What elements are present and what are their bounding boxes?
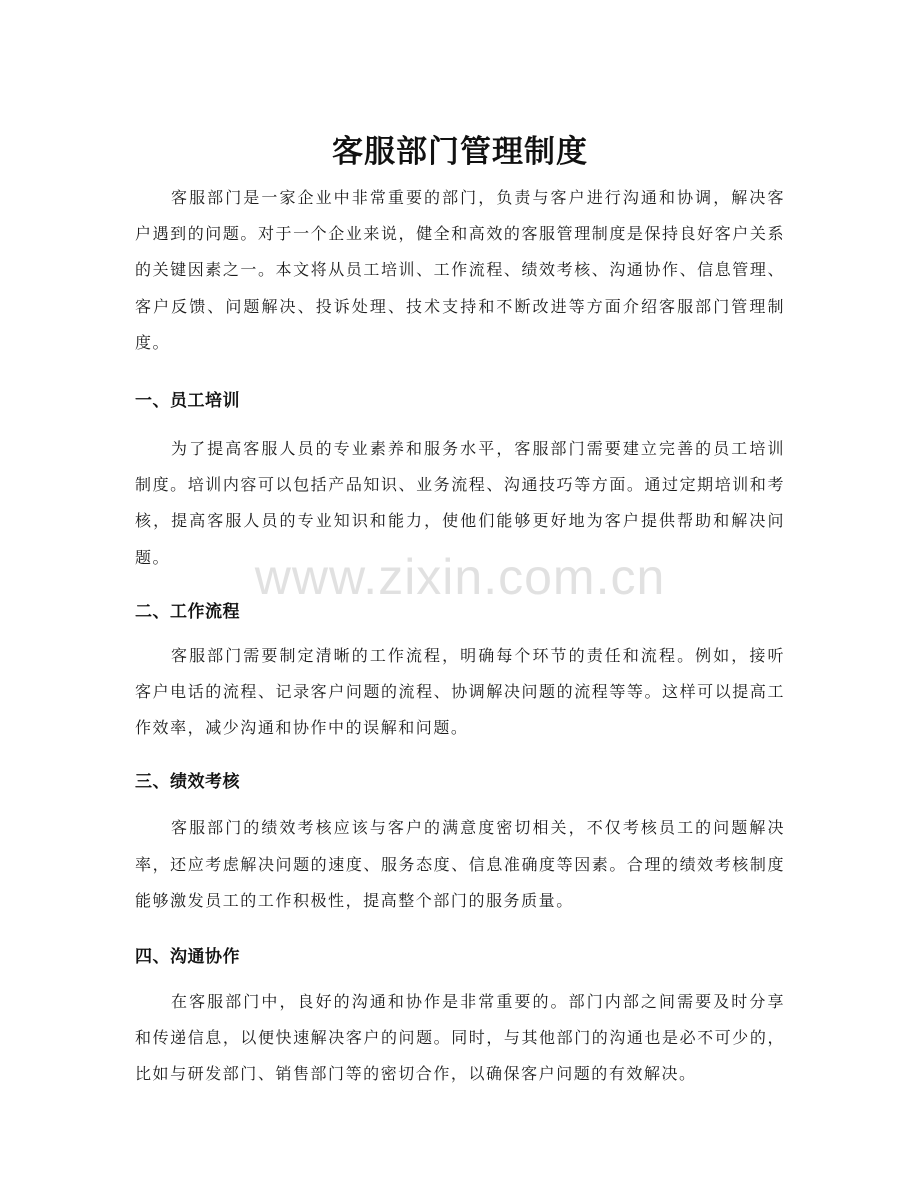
section-heading-communication: 四、沟通协作 bbox=[135, 947, 240, 968]
section-heading-performance-review: 三、绩效考核 bbox=[135, 772, 240, 793]
section-body-performance-review: 客服部门的绩效考核应该与客户的满意度密切相关，不仅考核员工的问题解决率，还应考虑解决问题的速度、服务态度、信息准确度等因素。合理的绩效考核制度能够激发员工的工作积极性，提高整个部门的服务质量。 bbox=[135, 818, 785, 910]
intro-paragraph: 客服部门是一家企业中非常重要的部门，负责与客户进行沟通和协调，解决客户遇到的问题。对于一个企业来说，健全和高效的客服管理制度是保持良好客户关系的关键因素之一。本文将从员工培训、工作流程、绩效考核、沟通协作、信息管理、客户反馈、问题解决、投诉处理、技术支持和不断改进等方面介绍客服部门管理制度。 bbox=[135, 188, 785, 352]
section-body-communication: 在客服部门中，良好的沟通和协作是非常重要的。部门内部之间需要及时分享和传递信息，以便快速解决客户的问题。同时，与其他部门的沟通也是必不可少的，比如与研发部门、销售部门等的密切合作，以确保客户问题的有效解决。 bbox=[135, 992, 785, 1084]
section-heading-employee-training: 一、员工培训 bbox=[135, 391, 240, 412]
watermark: www.zixin.com.cn bbox=[254, 549, 666, 605]
section-body-employee-training: 为了提高客服人员的专业素养和服务水平，客服部门需要建立完善的员工培训制度。培训内容可以包括产品知识、业务流程、沟通技巧等方面。通过定期培训和考核，提高客服人员的专业知识和能力，使他们能够更好地为客户提供帮助和解决问题。 bbox=[135, 439, 785, 567]
document-title: 客服部门管理制度 bbox=[332, 133, 588, 170]
section-body-workflow: 客服部门需要制定清晰的工作流程，明确每个环节的责任和流程。例如，接听客户电话的流程、记录客户问题的流程、协调解决问题的流程等等。这样可以提高工作效率，减少沟通和协作中的误解和问题。 bbox=[135, 645, 785, 738]
section-heading-workflow: 二、工作流程 bbox=[135, 601, 240, 622]
document-body bbox=[135, 180, 785, 1093]
